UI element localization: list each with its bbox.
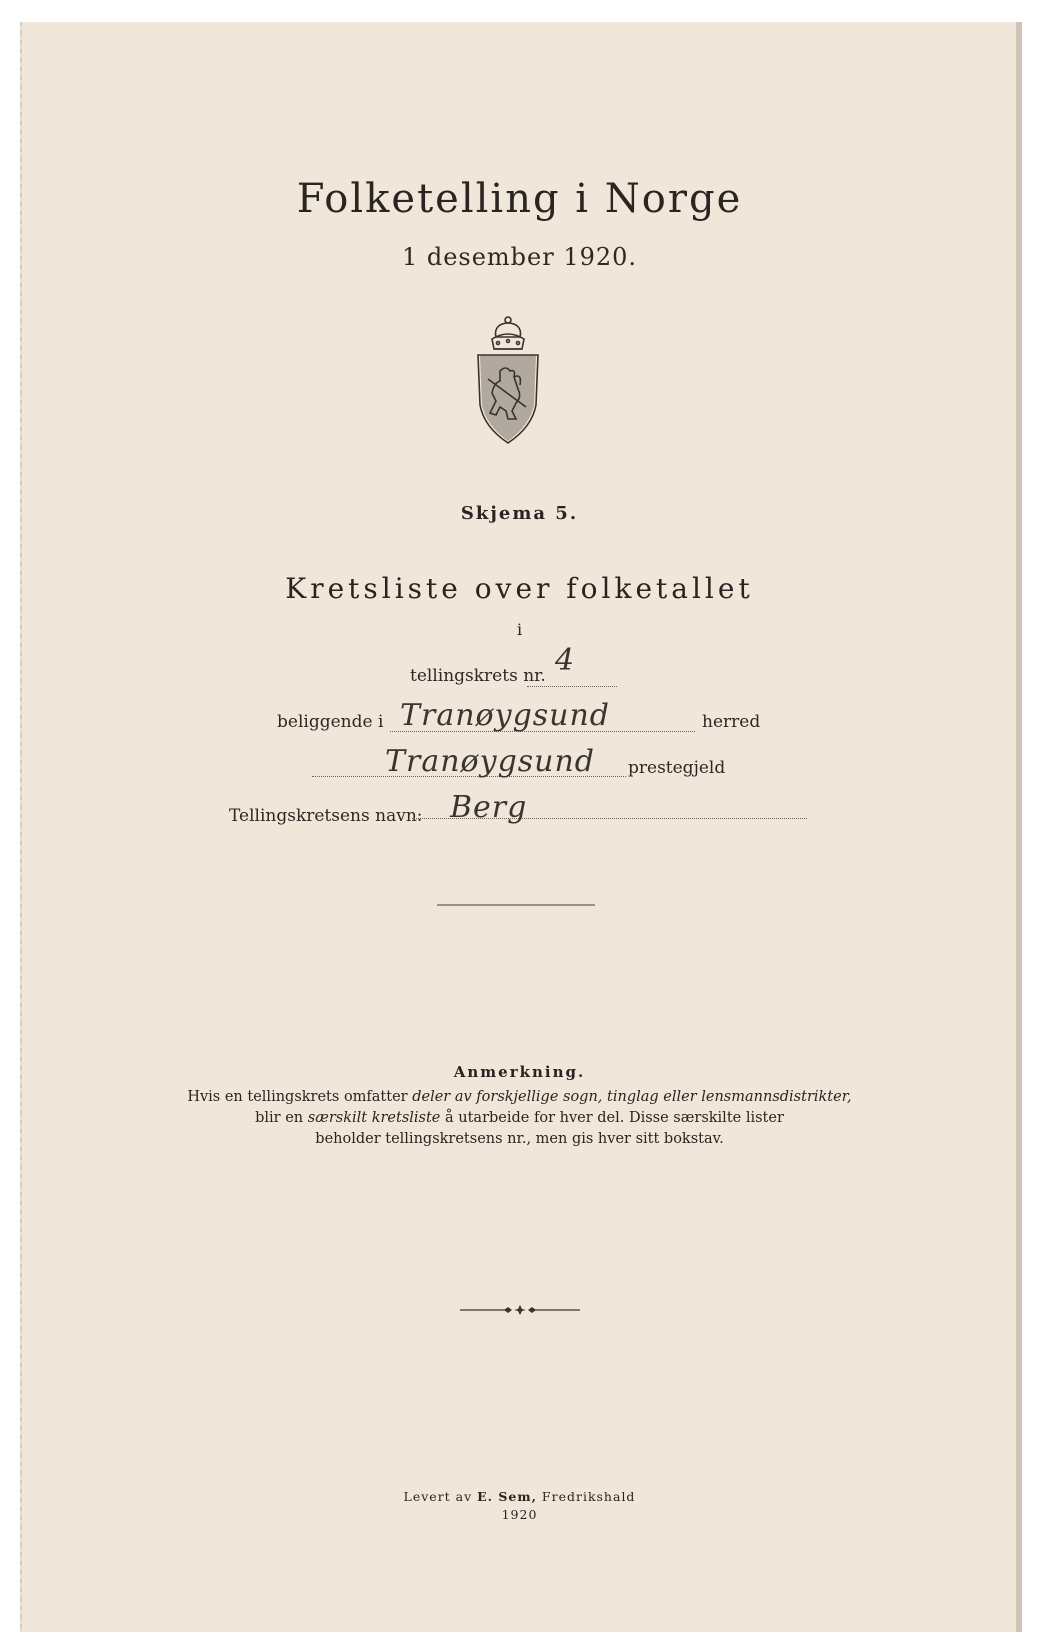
note-line-2-text-b: å utarbeide for hver del. Disse særskilte lister (440, 1110, 784, 1126)
schema-number: Skjema 5. (460, 503, 579, 524)
herred-name-handwritten: Tranøygsund (400, 698, 611, 733)
imprint-place: Fredrikshald (536, 1489, 636, 1504)
note-body (0, 1087, 1039, 1150)
note-title: Anmerkning. (453, 1063, 586, 1081)
decorative-divider-icon (460, 1304, 580, 1316)
imprint-line-1 (0, 1488, 1039, 1506)
krets-number-handwritten: 4 (555, 643, 576, 678)
herred-label: herred (702, 712, 761, 732)
note-line-1-text: Hvis en tellingskrets omfatter (187, 1089, 413, 1105)
krets-label: tellingskrets nr. (410, 666, 546, 686)
krets-name-label: Tellingskretsens navn: (229, 806, 423, 826)
prestegjeld-name-handwritten: Tranøygsund (385, 744, 596, 779)
note-line-2 (0, 1108, 1039, 1129)
note-line-1 (0, 1087, 1039, 1108)
note-line-1-emphasis: deler av forskjellige sogn, tinglag eller lensmannsdistrikter, (412, 1089, 852, 1105)
form-heading: Kretsliste over folketallet (285, 572, 754, 605)
printer-imprint (0, 1488, 1039, 1524)
krets-dotted-line (527, 686, 617, 687)
census-date: 1 desember 1920. (401, 243, 638, 271)
connector-word: i (516, 620, 523, 639)
prestegjeld-label: prestegjeld (628, 758, 726, 778)
note-line-2-emphasis: særskilt kretsliste (307, 1110, 441, 1126)
imprint-printer: E. Sem, (477, 1489, 537, 1504)
separator-rule (437, 904, 595, 906)
krets-name-handwritten: Berg (450, 790, 528, 825)
imprint-year: 1920 (501, 1507, 538, 1522)
imprint-prefix: Levert av (403, 1489, 478, 1504)
note-line-3: beholder tellingskretsens nr., men gis hver sitt bokstav. (315, 1131, 724, 1147)
note-line-2-text-a: blir en (255, 1110, 308, 1126)
beliggende-label: beliggende i (277, 712, 384, 732)
document-title: Folketelling i Norge (296, 176, 743, 222)
norwegian-coat-of-arms-icon (470, 315, 546, 453)
